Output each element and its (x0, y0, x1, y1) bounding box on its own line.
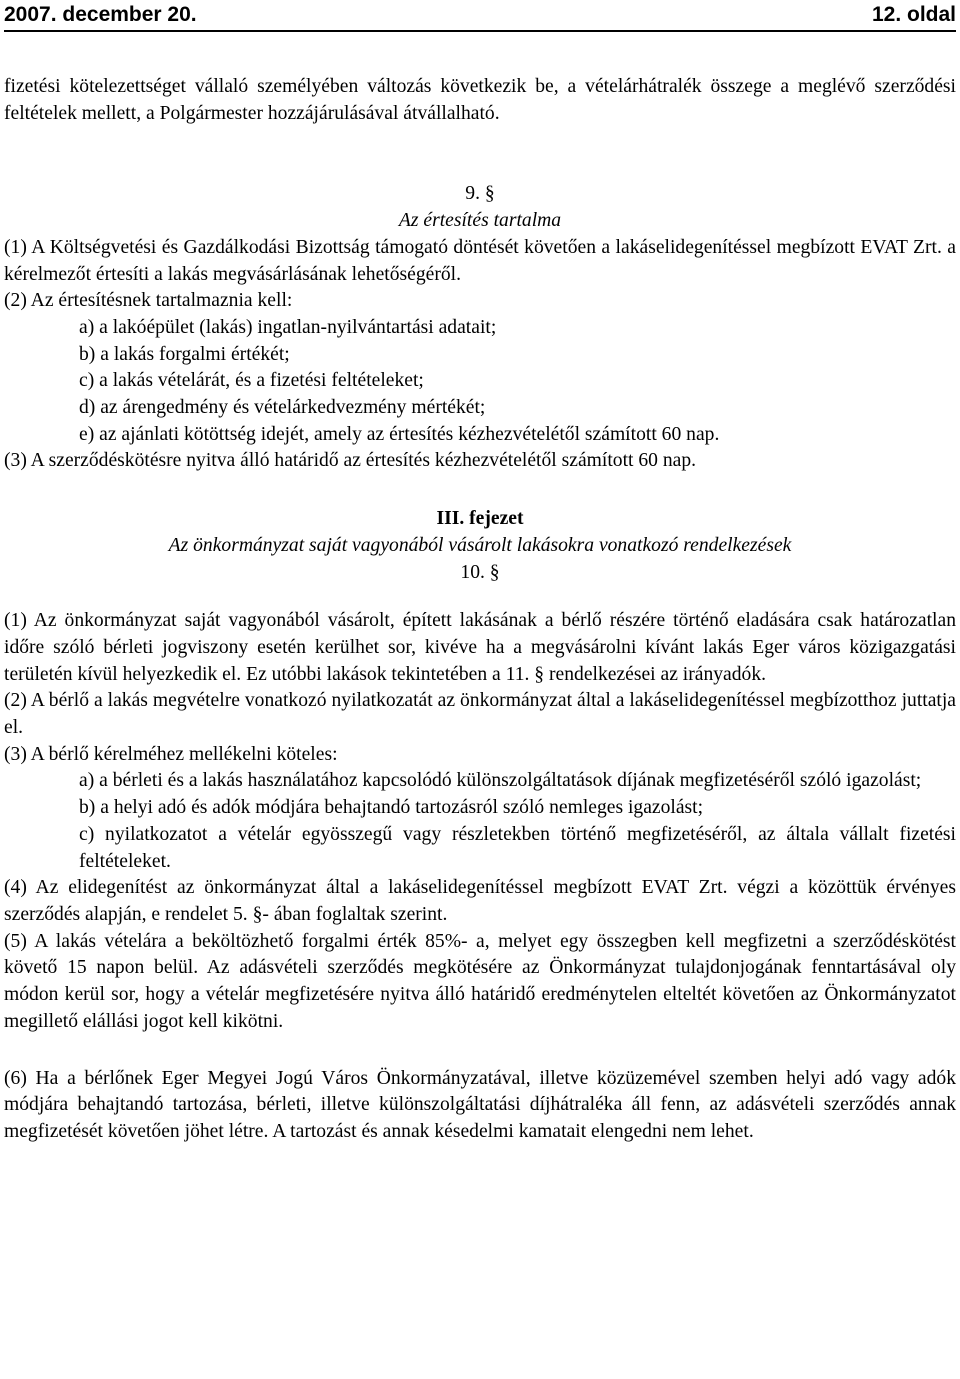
header-date: 2007. december 20. (4, 3, 197, 26)
chapter-subtitle: Az önkormányzat saját vagyonából vásárolt lakásokra vonatkozó rendelkezések (168, 534, 792, 556)
section-9-item-c: c) a lakás vételárát, és a fizetési feltételeket; (79, 370, 424, 392)
section-9-number: 9. § (465, 183, 495, 205)
section-10-item-b: b) a helyi adó és adók módjára behajtandó tartozásról szóló nemleges igazolást; (79, 797, 704, 819)
header-page-number: 12. oldal (871, 3, 956, 26)
section-10-item-a: a) a bérleti és a lakás használatához kapcsolódó különszolgáltatások díjának megfizetéséről szóló igazolást; (79, 770, 922, 792)
section-10-item-c: c) nyilatkozatot a vételár egyösszegű vagy részletekben történő megfizetéséről, az általa vállalt fizetési feltételeket. (79, 823, 956, 872)
intro-paragraph: fizetési kötelezettséget vállaló személyében változás következik be, a vételárhátralék összege a meglévő szerződési feltételek mellett, a Polgármester hozzájárulásával átvállalható. (4, 76, 956, 124)
section-10-paragraph-2: (2) A bérlő a lakás megvételre vonatkozó nyilatkozatát az önkormányzat által a lakáselidegenítéssel megbízotthoz juttatja el. (4, 690, 956, 739)
section-9-item-a: a) a lakóépület (lakás) ingatlan-nyilvántartási adatait; (79, 316, 497, 338)
section-10-number: 10. § (460, 561, 500, 583)
page-header (4, 0, 956, 32)
section-9-item-e: e) az ajánlati kötöttség idejét, amely az értesítés kézhezvételétől számított 60 nap. (79, 423, 720, 445)
section-9-item-b: b) a lakás forgalmi értékét; (79, 343, 290, 365)
section-10-paragraph-4: (4) Az elidegenítést az önkormányzat által a lakáselidegenítéssel megbízott EVAT Zrt. végzi a közöttük érvényes szerződés alapján, e rendelet 5. §- ában foglaltak szerint. (4, 877, 956, 925)
section-10-paragraph-3: (3) A bérlő kérelméhez mellékelni köteles: (4, 743, 338, 765)
section-10-paragraph-6: (6) Ha a bérlőnek Eger Megyei Jogú Város Önkormányzatával, illetve közüzemével szemben helyi adó vagy adók módjára behajtandó tartozása, bérleti, illetve különszolgáltatási díjhátraléka áll fenn, az adásvételi szerződés annak megfizetését követően jöhet létre. A tartozást és annak késedelmi kamatait elengedni nem lehet. (4, 1067, 956, 1142)
section-10-paragraph-1: (1) Az önkormányzat saját vagyonából vásárolt, épített lakásának a bérlő részére történő eladására csak határozatlan időre szóló bérleti jogviszony esetén kerülhet sor, kivéve ha a megvásárolni kívánt lakás Eger város közigazgatási területén kívül helyezkedik el. Ez utóbbi lakások tekintetében a 11. § rendelkezései az irányadók. (4, 610, 956, 685)
section-9-item-d: d) az árengedmény és vételárkedvezmény mértékét; (79, 397, 486, 419)
document-body (4, 74, 956, 1146)
chapter-heading: III. fejezet (436, 508, 524, 530)
section-9-title: Az értesítés tartalma (398, 210, 562, 232)
section-9-paragraph-2: (2) Az értesítésnek tartalmaznia kell: (4, 290, 293, 312)
section-9-paragraph-1: (1) A Költségvetési és Gazdálkodási Bizottság támogató döntését követően a lakáselidegenítéssel megbízott EVAT Zrt. a kérelmezőt értesíti a lakás megvásárlásának lehetőségéről. (4, 236, 956, 285)
section-10-paragraph-5: (5) A lakás vételára a beköltözhető forgalmi érték 85%- a, melyet egy összegben kell megfizetni a szerződéskötést követő 15 napon belül. Az adásvételi szerződés megkötésére az Önkormányzat tulajdonjogának fenntartásával oly módon kerül sor, hogy a vételár megfizetésére nyitva álló határidő eredménytelen elteltét követően az Önkormányzatot megillető elállási jogot kell kikötni. (4, 930, 956, 1032)
section-9-paragraph-3: (3) A szerződéskötésre nyitva álló határidő az értesítés kézhezvételétől számított 60 nap. (4, 450, 697, 472)
